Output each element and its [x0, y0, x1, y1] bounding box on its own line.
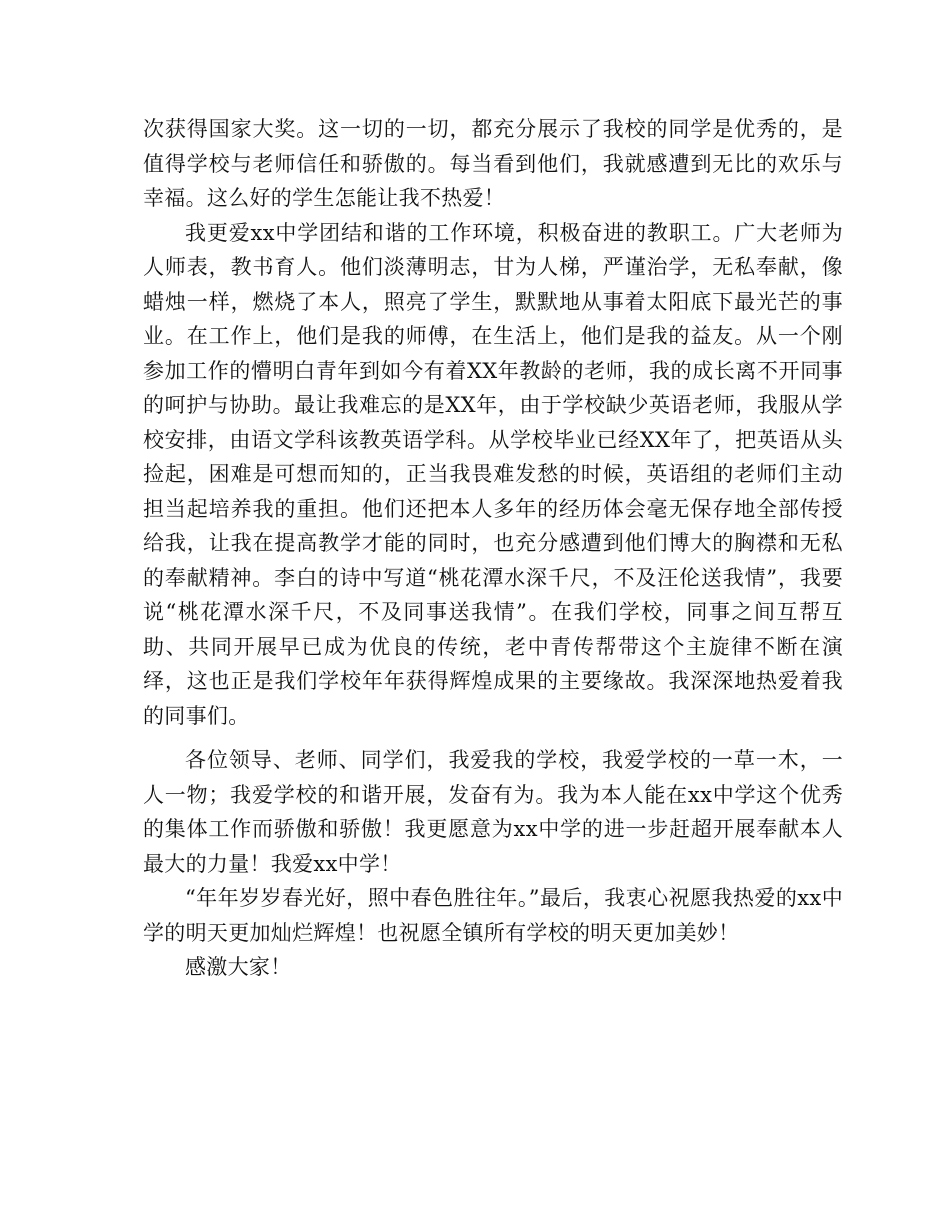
paragraph-3: 各位领导、老师、同学们，我爱我的学校，我爱学校的一草一木，一人一物；我爱学校的和谐开展，发奋有为。我为本人能在xx中学这个优秀的集体工作而骄傲和骄傲！我更愿意为xx中学的进一步赶超开展奉献本人最大的力量！我爱xx中学！	[143, 748, 843, 876]
document-body	[143, 112, 843, 985]
paragraph-5: 感激大家！	[185, 955, 292, 979]
paragraph-2: 我更爱xx中学团结和谐的工作环境，积极奋进的教职工。广大老师为人师表，教书育人。他们淡薄明志，甘为人梯，严谨治学，无私奉献，像蜡烛一样，燃烧了本人，照亮了学生，默默地从事着太阳底下最光芒的事业。在工作上，他们是我的师傅，在生活上，他们是我的益友。从一个刚参加工作的懵明白青年到如今有着XX年教龄的老师，我的成长离不开同事的呵护与协助。最让我难忘的是XX年，由于学校缺少英语老师，我服从学校安排，由语文学科该教英语学科。从学校毕业已经XX年了，把英语从头捡起，困难是可想而知的，正当我畏难发愁的时候，英语组的老师们主动担当起培养我的重担。他们还把本人多年的经历体会毫无保存地全部传授给我，让我在提高教学才能的同时，也充分感遭到他们博大的胸襟和无私的奉献精神。李白的诗中写道“桃花潭水深千尺，不及汪伦送我情”，我要说“桃花潭水深千尺，不及同事送我情”。在我们学校，同事之间互帮互助、共同开展早已成为优良的传统，老中青传帮带这个主旋律不断在演绎，这也正是我们学校年年获得辉煌成果的主要缘故。我深深地热爱着我的同事们。	[143, 220, 843, 728]
paragraph-4: “年年岁岁春光好，照中春色胜往年。”最后，我衷心祝愿我热爱的xx中学的明天更加灿烂辉煌！也祝愿全镇所有学校的明天更加美妙！	[143, 886, 843, 945]
paragraph-1: 次获得国家大奖。这一切的一切，都充分展示了我校的同学是优秀的，是值得学校与老师信任和骄傲的。每当看到他们，我就感遭到无比的欢乐与幸福。这么好的学生怎能让我不热爱！	[143, 117, 843, 210]
